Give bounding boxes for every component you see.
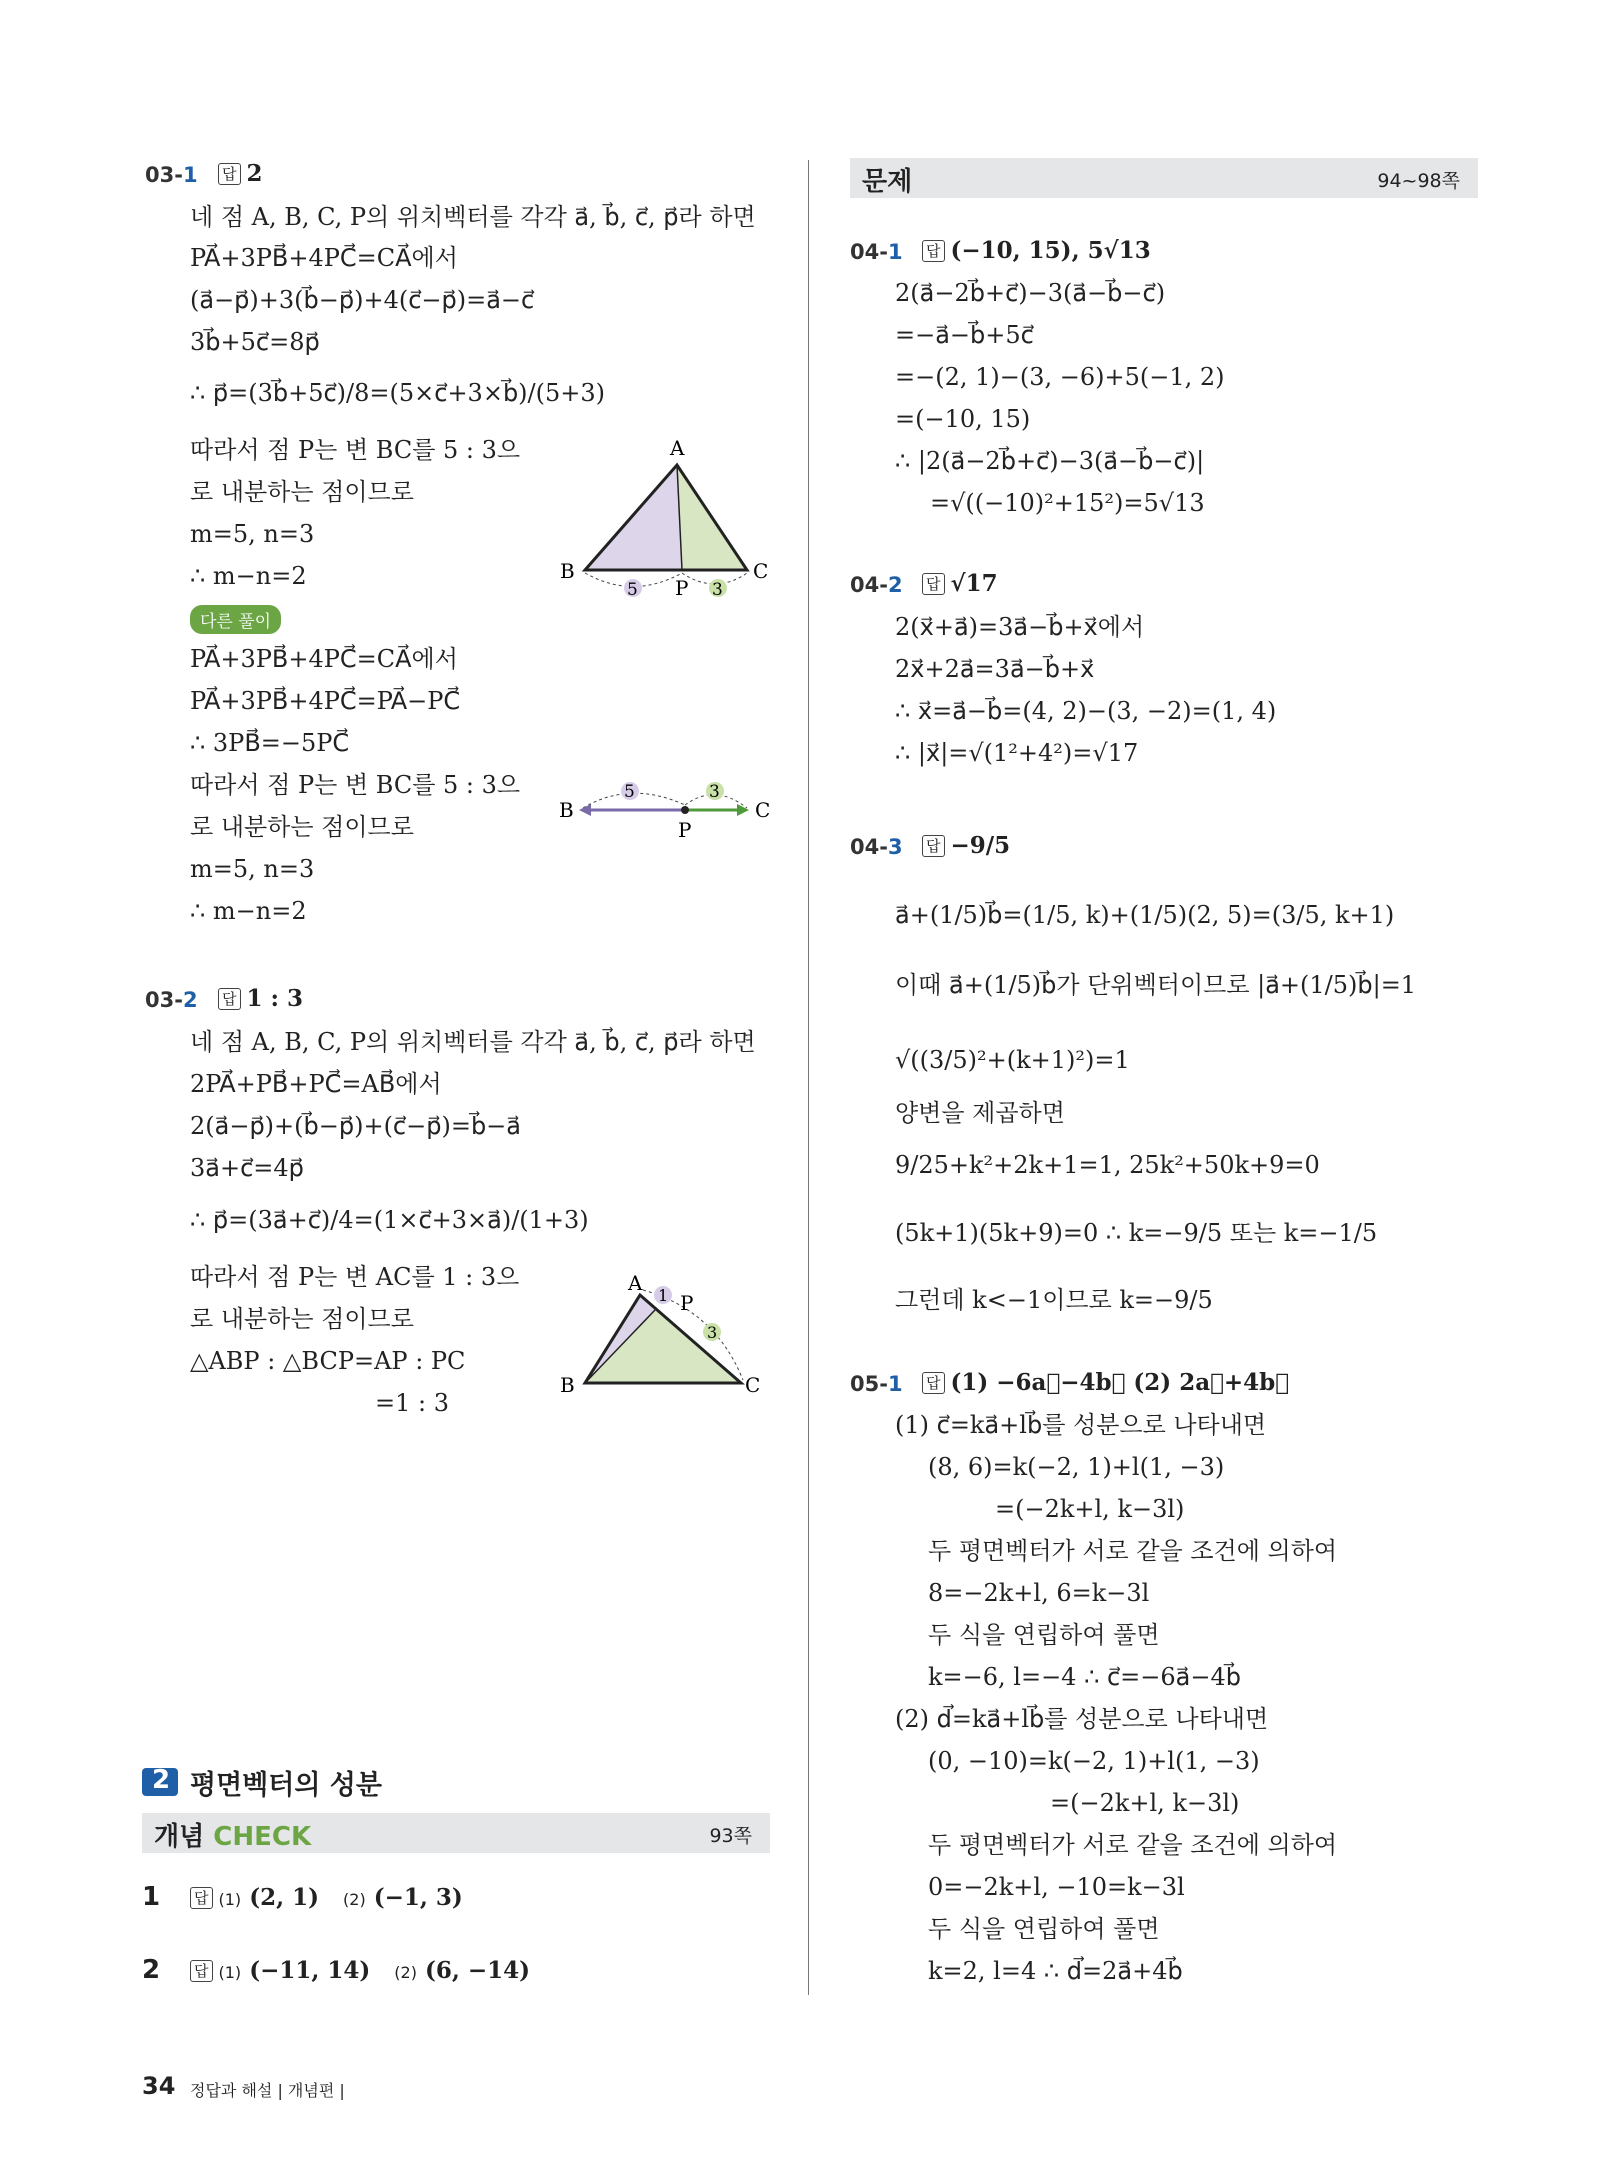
solution-line: 두 식을 연립하여 풀면 (928, 1915, 1160, 1943)
bar-title: 문제 (862, 167, 913, 197)
solution-line: 로 내분하는 점이므로 (190, 1305, 414, 1333)
solution-line: =−a⃗−b⃗+5c⃗ (895, 321, 1034, 349)
solution-line: 3b⃗+5c⃗=8p⃗ (190, 328, 320, 356)
solution-line: 2(a⃗−p⃗)+(b⃗−p⃗)+(c⃗−p⃗)=b⃗−a⃗ (190, 1112, 521, 1140)
bar-title: 개념 CHECK (154, 1822, 312, 1852)
concept-check-bar (142, 1813, 770, 1853)
solution-line: =(−10, 15) (895, 405, 1031, 433)
triangle-figure-1 (555, 435, 780, 605)
solution-line: 3a⃗+c⃗=4p⃗ (190, 1154, 304, 1182)
solution-line: ∴ |x⃗|=√(1²+4²)=√17 (895, 739, 1139, 767)
answer: 답 1 : 3 (218, 985, 303, 1012)
vertex-label: C (755, 798, 771, 822)
solution-line: =−(2, 1)−(3, −6)+5(−1, 2) (895, 363, 1225, 391)
ratio-label: 1 (658, 1286, 669, 1305)
solution-line: 따라서 점 P는 변 BC를 5 : 3으 (190, 771, 521, 799)
solution-line: 2x⃗+2a⃗=3a⃗−b⃗+x⃗ (895, 655, 1095, 683)
check-number: 2 (142, 1955, 161, 1985)
answer: 답 (1) −6a⃗−4b⃗ (2) 2a⃗+4b⃗ (922, 1369, 1289, 1396)
solution-line: 따라서 점 P는 변 BC를 5 : 3으 (190, 436, 521, 464)
solution-line: (1) c⃗=ka⃗+lb⃗를 성분으로 나타내면 (895, 1411, 1267, 1439)
solution-line: ∴ x⃗=a⃗−b⃗=(4, 2)−(3, −2)=(1, 4) (895, 697, 1277, 725)
solution-line: ∴ p⃗=(3b⃗+5c⃗)/8=(5×c⃗+3×b⃗)/(5+3) (190, 379, 605, 407)
solution-line: 0=−2k+l, −10=k−3l (928, 1873, 1185, 1901)
solution-line: 2PA⃗+PB⃗+PC⃗=AB⃗에서 (190, 1070, 442, 1098)
problem-number: 03-1 (145, 163, 198, 187)
solution-line: a⃗+(1/5)b⃗=(1/5, k)+(1/5)(2, 5)=(3/5, k+1) (895, 901, 1395, 929)
answer: 답 2 (218, 160, 263, 187)
vertex-label: P (680, 1291, 694, 1315)
solution-line: 네 점 A, B, C, P의 위치벡터를 각각 a⃗, b⃗, c⃗, p⃗라 하면 (190, 1028, 756, 1056)
solution-line: 네 점 A, B, C, P의 위치벡터를 각각 a⃗, b⃗, c⃗, p⃗라 하면 (190, 203, 756, 231)
solution-line: ∴ m−n=2 (190, 562, 307, 590)
solution-line: (0, −10)=k(−2, 1)+l(1, −3) (928, 1747, 1260, 1775)
vertex-label: A (628, 1271, 643, 1295)
solution-line: k=2, l=4 ∴ d⃗=2a⃗+4b⃗ (928, 1957, 1183, 1985)
solution-line: √((3/5)²+(k+1)²)=1 (895, 1046, 1130, 1074)
check-answer: 답 (1) (−11, 14) (2) (6, −14) (190, 1957, 530, 1984)
solution-line: 따라서 점 P는 변 AC를 1 : 3으 (190, 1263, 520, 1291)
alt-solution-badge: 다른 풀이 (190, 605, 281, 634)
solution-line: 그런데 k<−1이므로 k=−9/5 (895, 1286, 1213, 1314)
vertex-label: P (675, 576, 689, 600)
vertex-label: B (559, 798, 574, 822)
problem-number: 03-2 (145, 988, 198, 1012)
page-number: 34 (142, 2072, 176, 2100)
solution-line: 두 식을 연립하여 풀면 (928, 1621, 1160, 1649)
solution-line: m=5, n=3 (190, 520, 315, 548)
vertex-label: P (678, 818, 692, 840)
vertex-label: C (753, 559, 769, 583)
vertex-label: A (670, 436, 685, 460)
solution-line: 2(a⃗−2b⃗+c⃗)−3(a⃗−b⃗−c⃗) (895, 279, 1166, 307)
solution-line: PA⃗+3PB⃗+4PC⃗=CA⃗에서 (190, 244, 458, 272)
solution-line: 2(x⃗+a⃗)=3a⃗−b⃗+x⃗에서 (895, 613, 1145, 641)
check-answer: 답 (1) (2, 1) (2) (−1, 3) (190, 1884, 463, 1911)
solution-line: 8=−2k+l, 6=k−3l (928, 1579, 1150, 1607)
segment-figure (555, 775, 780, 840)
ratio-label: 3 (707, 1323, 718, 1342)
vertex-label: B (560, 1373, 575, 1397)
vertex-label: C (745, 1373, 761, 1397)
solution-line: ∴ m−n=2 (190, 897, 307, 925)
problem-number: 04-2 (850, 573, 903, 597)
check-number: 1 (142, 1882, 161, 1912)
answer: 답 √17 (922, 570, 998, 597)
page-reference: 93쪽 (709, 1825, 752, 1847)
page-reference: 94~98쪽 (1377, 170, 1460, 192)
solution-line: (a⃗−p⃗)+3(b⃗−p⃗)+4(c⃗−p⃗)=a⃗−c⃗ (190, 286, 535, 314)
solution-line: 9/25+k²+2k+1=1, 25k²+50k+9=0 (895, 1151, 1320, 1179)
problem-number: 04-1 (850, 240, 903, 264)
solution-line: 두 평면벡터가 서로 같을 조건에 의하여 (928, 1831, 1338, 1859)
solution-line: =(−2k+l, k−3l) (1050, 1789, 1240, 1817)
solution-line: (8, 6)=k(−2, 1)+l(1, −3) (928, 1453, 1225, 1481)
vertex-label: B (560, 559, 575, 583)
solution-line: ∴ 3PB⃗=−5PC⃗ (190, 729, 350, 757)
triangle-figure-2 (555, 1270, 780, 1400)
solution-line: 로 내분하는 점이므로 (190, 478, 414, 506)
solution-line: 이때 a⃗+(1/5)b⃗가 단위벡터이므로 |a⃗+(1/5)b⃗|=1 (895, 971, 1417, 999)
solution-line: =√((−10)²+15²)=5√13 (930, 489, 1205, 517)
problem-bar (850, 158, 1478, 198)
solution-line: 로 내분하는 점이므로 (190, 813, 414, 841)
solution-line: PA⃗+3PB⃗+4PC⃗=PA⃗−PC⃗ (190, 687, 461, 715)
ratio-label: 5 (624, 782, 635, 802)
solution-line: (2) d⃗=ka⃗+lb⃗를 성분으로 나타내면 (895, 1705, 1269, 1733)
problem-number: 04-3 (850, 835, 903, 859)
solution-line: =(−2k+l, k−3l) (995, 1495, 1185, 1523)
solution-line: ∴ |2(a⃗−2b⃗+c⃗)−3(a⃗−b⃗−c⃗)| (895, 447, 1205, 475)
answer: 답 −9/5 (922, 832, 1010, 859)
solution-line: =1 : 3 (375, 1389, 449, 1417)
solution-line: 두 평면벡터가 서로 같을 조건에 의하여 (928, 1537, 1338, 1565)
solution-line: (5k+1)(5k+9)=0 ∴ k=−9/5 또는 k=−1/5 (895, 1219, 1378, 1247)
answer: 답 (−10, 15), 5√13 (922, 237, 1151, 264)
column-divider (808, 160, 809, 1995)
ratio-label: 3 (709, 782, 720, 802)
solution-line: PA⃗+3PB⃗+4PC⃗=CA⃗에서 (190, 645, 458, 673)
ratio-label: 5 (627, 580, 638, 600)
solution-line: ∴ p⃗=(3a⃗+c⃗)/4=(1×c⃗+3×a⃗)/(1+3) (190, 1206, 589, 1234)
solution-line: m=5, n=3 (190, 855, 315, 883)
solution-line: 양변을 제곱하면 (895, 1099, 1065, 1127)
problem-number: 05-1 (850, 1372, 903, 1396)
section-number-icon: 2 (142, 1768, 178, 1796)
solution-line: k=−6, l=−4 ∴ c⃗=−6a⃗−4b⃗ (928, 1663, 1241, 1691)
ratio-label: 3 (712, 580, 723, 600)
section-title: 평면벡터의 성분 (190, 1770, 382, 1801)
solution-line: △ABP : △BCP=AP : PC (190, 1347, 466, 1375)
footer-text: 정답과 해설 | 개념편 | (190, 2081, 345, 2100)
